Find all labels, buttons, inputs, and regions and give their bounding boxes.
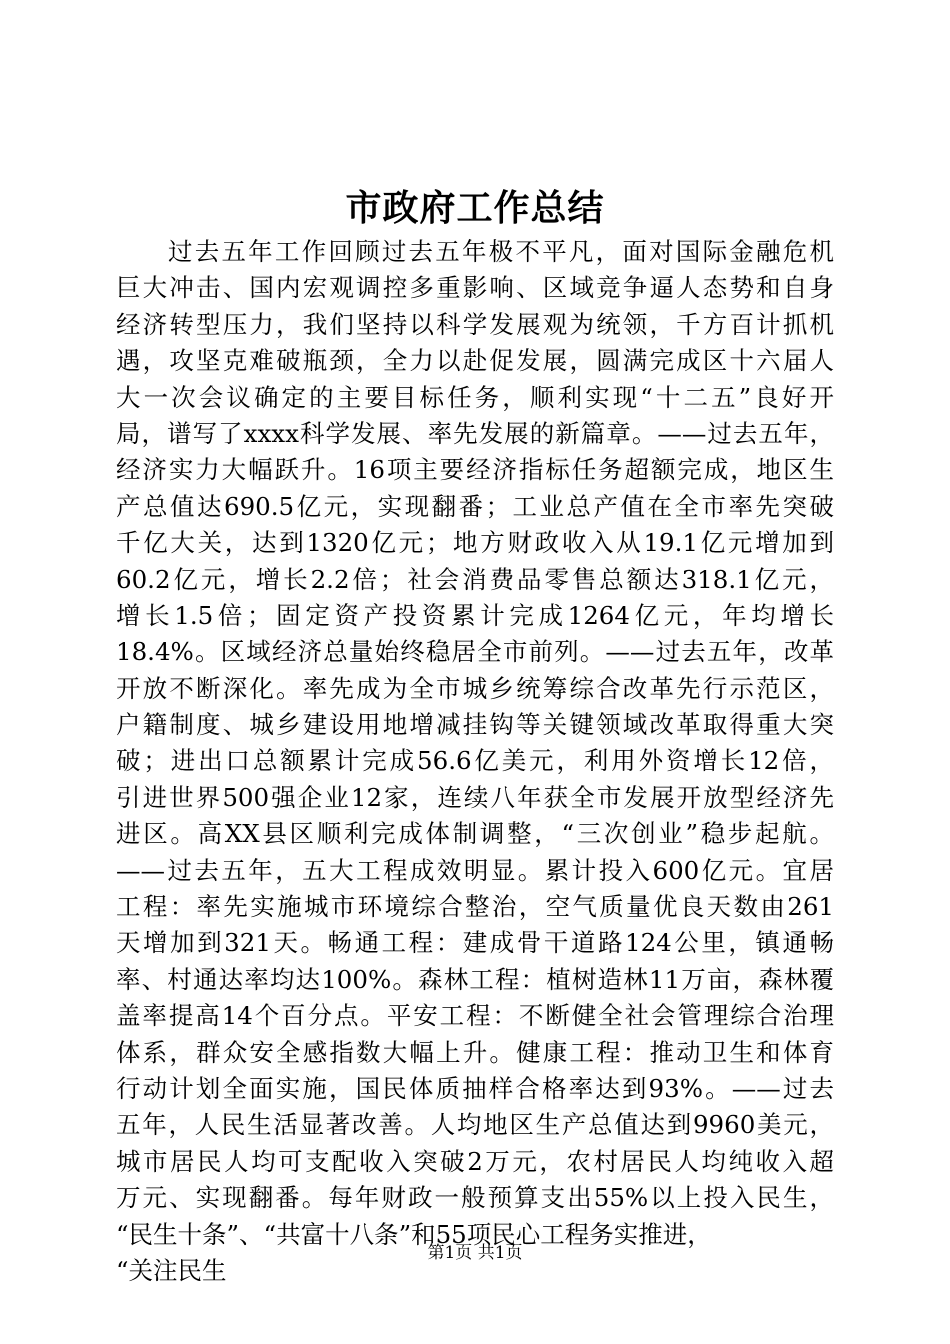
body-line: “民生十条”、“共富十八条”和55项民心工程务实推进， [116,1219,712,1249]
body-line: 经济实力大幅跃升。16项主要经济指标任务超额完成，地区生 [116,455,834,485]
body-line: 盖率提高14个百分点。平安工程：不断健全社会管理综合治理 [116,1001,834,1031]
body-line: 进区。高XX县区顺利完成体制调整，“三次创业”稳步起航。 [116,819,834,849]
body-line: 增长1.5倍；固定资产投资累计完成1264亿元，年均增长 [116,600,834,630]
body-line: 经济转型压力，我们坚持以科学发展观为统领，千方百计抓机 [116,309,834,339]
document-body [116,234,834,1289]
body-line: 破；进出口总额累计完成56.6亿美元，利用外资增长12倍， [116,746,834,776]
body-line: 万元、实现翻番。每年财政一般预算支出55%以上投入民生， [116,1183,834,1213]
body-line: 体系，群众安全感指数大幅上升。健康工程：推动卫生和体育 [116,1037,834,1067]
body-line: 行动计划全面实施，国民体质抽样合格率达到93%。——过去 [116,1073,834,1103]
body-line: 五年，人民生活显著改善。人均地区生产总值达到9960美元， [116,1110,834,1140]
body-line: 18.4%。区域经济总量始终稳居全市前列。——过去五年，改革 [116,637,834,667]
body-line: 率、村通达率均达100%。森林工程：植树造林11万亩，森林覆 [116,964,834,994]
body-line: 引进世界500强企业12家，连续八年获全市发展开放型经济先 [116,782,834,812]
body-line: 城市居民人均可支配收入突破2万元，农村居民人均纯收入超 [116,1146,834,1176]
body-line: 局，谱写了xxxx科学发展、率先发展的新篇章。——过去五年， [116,418,834,448]
body-line: 60.2亿元，增长2.2倍；社会消费品零售总额达318.1亿元， [116,564,834,594]
body-line: 户籍制度、城乡建设用地增减挂钩等关键领域改革取得重大突 [116,710,834,740]
page-footer: 第1页 共1页 [427,1243,523,1263]
body-line: 产总值达690.5亿元，实现翻番；工业总产值在全市率先突破 [116,491,834,521]
document-title: 市政府工作总结 [345,187,605,229]
body-line: 开放不断深化。率先成为全市城乡统筹综合改革先行示范区， [116,673,834,703]
body-line: 过去五年工作回顾过去五年极不平凡，面对国际金融危机 [168,237,834,266]
body-line: 天增加到321天。畅通工程：建成骨干道路124公里，镇通畅 [116,928,834,958]
body-line: 遇，攻坚克难破瓶颈，全力以赴促发展，圆满完成区十六届人 [116,346,834,376]
body-line: 千亿大关，达到1320亿元；地方财政收入从19.1亿元增加到 [116,528,834,558]
body-line: 工程：率先实施城市环境综合整治，空气质量优良天数由261 [116,892,834,922]
body-line: “关注民生 [116,1255,227,1285]
body-line: 巨大冲击、国内宏观调控多重影响、区域竞争逼人态势和自身 [116,273,834,303]
body-line: 大一次会议确定的主要目标任务，顺利实现“十二五”良好开 [116,382,834,412]
body-line: ——过去五年，五大工程成效明显。累计投入600亿元。宜居 [116,855,834,885]
